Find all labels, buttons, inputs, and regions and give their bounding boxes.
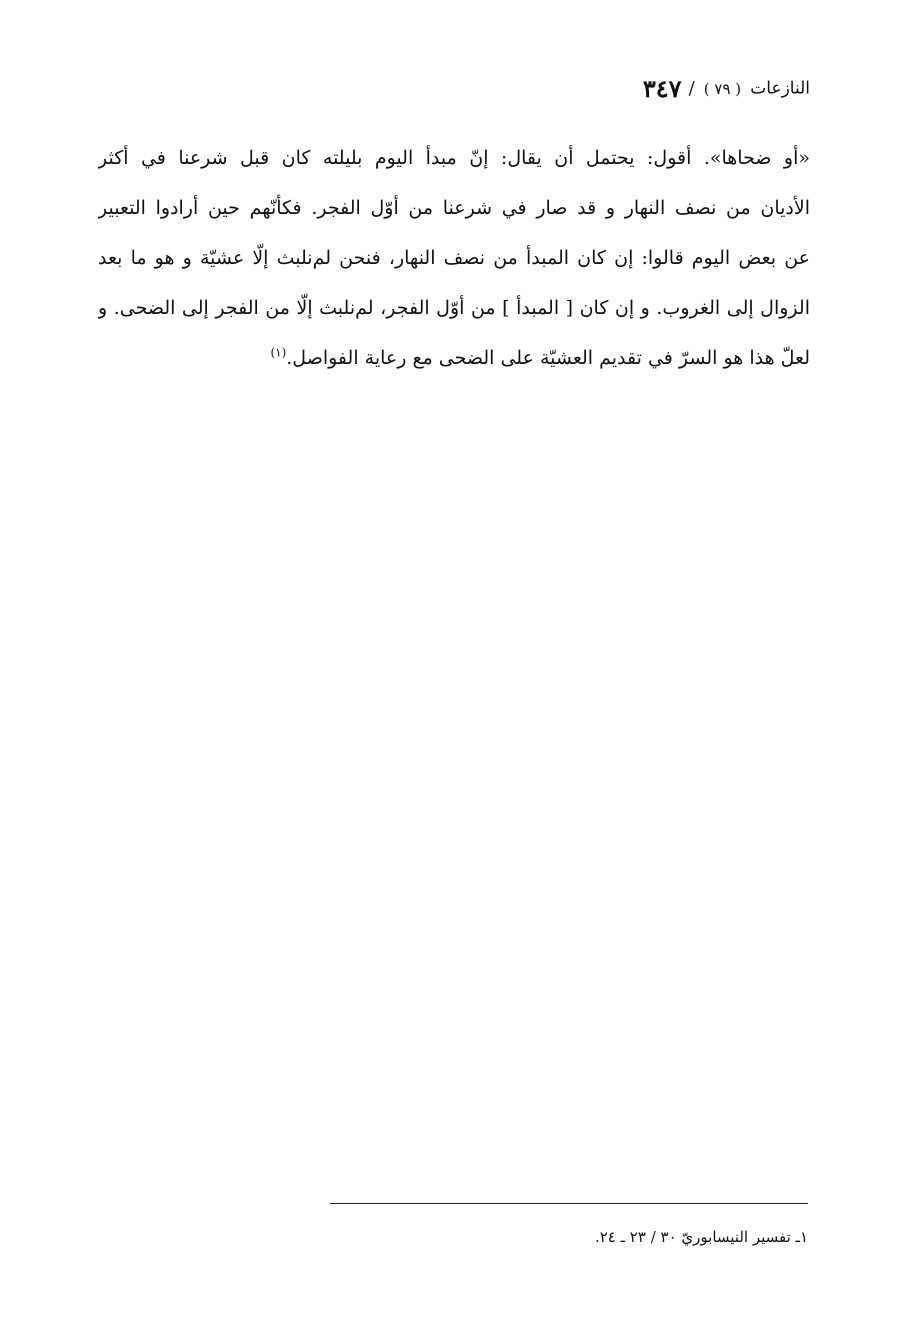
body-line: الزوال إلى الغروب. و إن كان [ المبدأ ] من أوّل الفجر، لم‌نلبث إلّا من الفجر إلى الضحى. و: [98, 297, 810, 319]
footnote: ١ـ تفسير النيسابوريّ ٣٠ / ٢٣ ـ ٢٤.: [594, 1228, 808, 1246]
body-line-text: لعلّ هذا هو السرّ في تقديم العشيّة على الضحى مع رعاية الفواصل.: [286, 347, 810, 369]
surah-number: ( ٧٩ ): [703, 79, 742, 98]
body-line-last: [98, 338, 810, 388]
footnote-divider: [330, 1203, 808, 1204]
page-number: ٣٤٧: [642, 74, 682, 103]
footnote-reference: (١): [270, 345, 287, 360]
surah-name: النازعات: [750, 78, 810, 99]
body-line: «أو ضحاها». أقول: يحتمل أن يقال: إنّ مبدأ اليوم بليلته كان قبل شرعنا في أكثر: [98, 147, 810, 169]
running-header: [550, 74, 810, 106]
body-line: الأديان من نصف النهار و قد صار في شرعنا من أوّل الفجر. فكأنّهم حين أرادوا التعبير: [98, 197, 810, 219]
body-paragraph: [98, 138, 810, 388]
header-separator: /: [688, 78, 695, 99]
body-line: عن بعض اليوم قالوا: إن كان المبدأ من نصف النهار، فنحن لم‌نلبث إلّا عشيّة و هو ما بعد: [98, 247, 810, 269]
